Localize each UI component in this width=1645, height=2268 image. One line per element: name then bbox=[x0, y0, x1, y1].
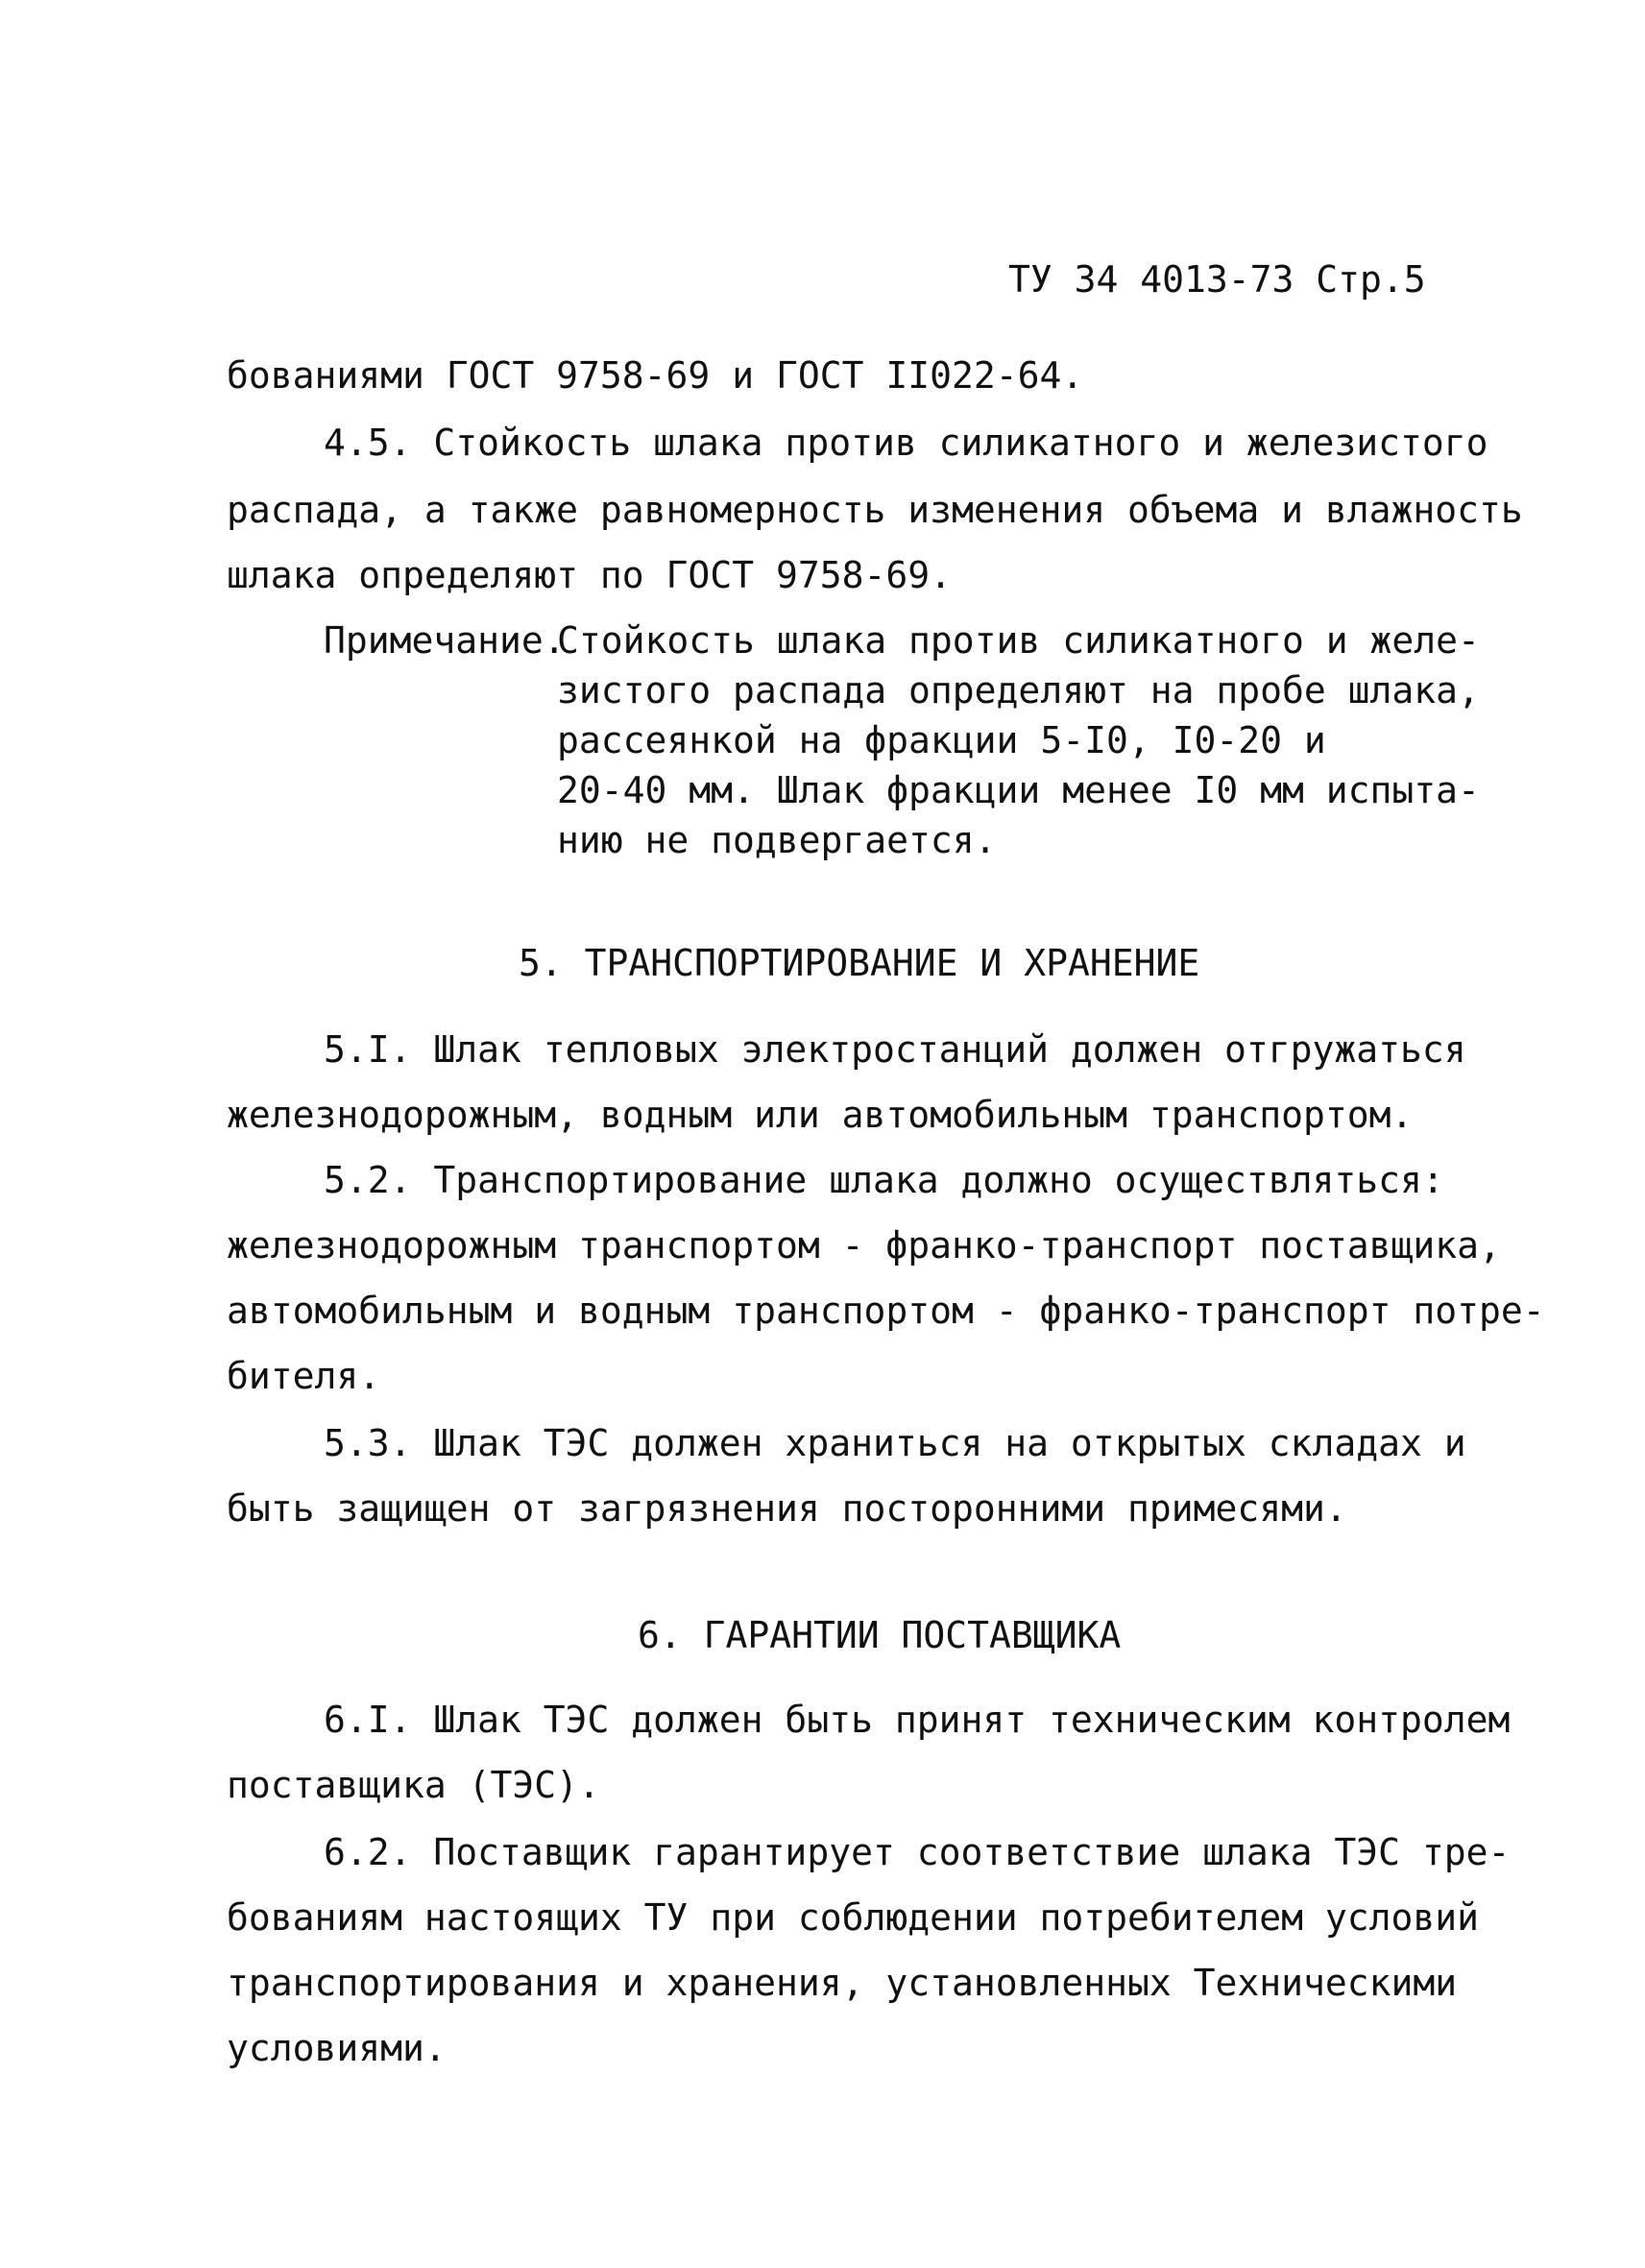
paragraph-line: 6.I. Шлак ТЭС должен быть принят техническим контролем bbox=[324, 1699, 1511, 1741]
note-label: Примечание. bbox=[324, 619, 566, 662]
paragraph-line: автомобильным и водным транспортом - франко-транспорт потре- bbox=[227, 1290, 1545, 1332]
note-line: нию не подвергается. bbox=[557, 819, 997, 861]
paragraph-line: железнодорожным, водным или автомобильным транспортом. bbox=[227, 1094, 1414, 1136]
paragraph-line: распада, а также равномерность изменения объема и влажность bbox=[227, 489, 1523, 531]
paragraph-line: 6.2. Поставщик гарантирует соответствие шлака ТЭС тре- bbox=[324, 1831, 1511, 1873]
note-line: рассеянкой на фракции 5-I0, I0-20 и bbox=[557, 719, 1326, 761]
paragraph-line: шлака определяют по ГОСТ 9758-69. bbox=[227, 554, 952, 596]
paragraph-line: быть защищен от загрязнения посторонними примесями. bbox=[227, 1487, 1347, 1530]
paragraph-line: транспортирования и хранения, установленных Техническими bbox=[227, 1962, 1458, 2004]
section-heading: 5. ТРАНСПОРТИРОВАНИЕ И ХРАНЕНИЕ bbox=[519, 942, 1200, 984]
paragraph-line: поставщика (ТЭС). bbox=[227, 1764, 600, 1806]
paragraph-line: бованиями ГОСТ 9758-69 и ГОСТ II022-64. bbox=[227, 354, 1084, 397]
paragraph-line: 5.I. Шлак тепловых электростанций должен отгружаться bbox=[324, 1028, 1466, 1071]
note-line: Стойкость шлака против силикатного и желе- bbox=[557, 619, 1480, 662]
note-line: зистого распада определяют на пробе шлака, bbox=[557, 669, 1480, 712]
paragraph-line: 5.2. Транспортирование шлака должно осуществляться: bbox=[324, 1159, 1444, 1201]
paragraph-line: железнодорожным транспортом - франко-транспорт поставщика, bbox=[227, 1224, 1501, 1267]
paragraph-line: условиями. bbox=[227, 2027, 447, 2069]
paragraph-line: бованиям настоящих ТУ при соблюдении потребителем условий bbox=[227, 1896, 1480, 1939]
paragraph-line: 5.3. Шлак ТЭС должен храниться на открытых складах и bbox=[324, 1422, 1466, 1464]
page-header: ТУ 34 4013-73 Стр.5 bbox=[1008, 258, 1426, 301]
paragraph-line: бителя. bbox=[227, 1355, 381, 1397]
note-line: 20-40 мм. Шлак фракции менее I0 мм испыта- bbox=[557, 769, 1480, 811]
section-heading: 6. ГАРАНТИИ ПОСТАВЩИКА bbox=[638, 1614, 1122, 1656]
paragraph-line: 4.5. Стойкость шлака против силикатного и железистого bbox=[324, 422, 1488, 464]
